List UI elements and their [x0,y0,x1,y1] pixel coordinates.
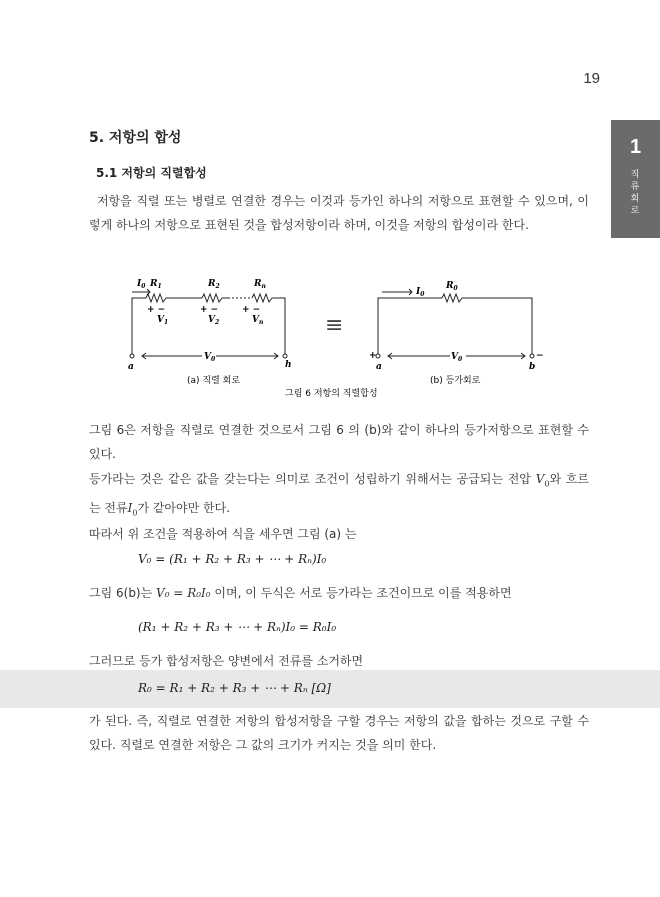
polarity-vn: + − [242,305,261,315]
resistor-r1 [146,294,166,302]
equation-total-resistance: R₀ = R₁ + R₂ + R₃ + ⋯ + Rₙ [Ω] [138,681,331,695]
chapter-number: 1 [629,136,642,158]
caption-right: (b) 등가회로 [430,376,481,386]
label-v0-right: $V_0$ [451,352,463,363]
node-b-right: b [529,362,536,372]
equivalence-symbol: ≡ [325,313,344,338]
p5-text-2: 이며, 이 두식은 서로 등가라는 조건이므로 이를 적용하면 [210,586,512,600]
polarity-v1: + − [147,305,166,315]
equation-equivalence: (R₁ + R₂ + R₃ + ⋯ + Rₙ)I₀ = R₀I₀ [138,620,337,634]
paragraph-cancel-current: 그러므로 등가 합성저항은 양변에서 전류를 소거하면 [89,654,364,668]
terminal-a-left [130,354,134,358]
page-number: 19 [583,70,600,87]
section-title: 5. 저항의 합성 [89,130,182,146]
paragraph-figure-description: 그림 6은 저항을 직렬로 연결한 것으로서 그림 6 의 (b)와 같이 하나의 등가저항으로 표현할 수 있다. [89,423,589,461]
p3-text-2: 와 흐르는 전류 [89,472,590,516]
caption-left: (a) 직렬 회로 [187,376,241,386]
label-v1: $V_1$ [157,315,169,326]
p3-voltage-symbol: $V_0$ [535,472,550,489]
resistor-r2 [202,294,222,302]
p3-current-symbol: $I_0$ [127,501,138,518]
paragraph-equivalent-figure [89,581,589,605]
label-i0-right: $I_0$ [416,287,425,298]
label-r0: $R_0$ [446,281,458,292]
p3-text-3: 가 같아야만 한다. [137,501,231,516]
p3-text-1: 등가라는 것은 같은 값을 갖는다는 의미로 조건이 성립하기 위해서는 공급되는 전압 [89,472,536,486]
node-h-left: h [285,360,292,370]
circuit-diagram [120,268,550,403]
p5-equation: V₀ = R₀I₀ [156,586,211,600]
terminal-a-right [376,354,380,358]
polarity-v2: + − [200,305,219,315]
label-v0-left: $V_0$ [204,352,216,363]
label-r1: $R_1$ [150,279,162,290]
equation-series-voltage: V₀ = (R₁ + R₂ + R₃ + ⋯ + Rₙ)I₀ [138,552,327,566]
label-vn: $V_n$ [252,315,264,326]
paragraph-condition: 따라서 위 조건을 적용하여 식을 세우면 그림 (a) 는 [89,527,357,541]
terminal-b-right [530,354,534,358]
figure-caption: 그림 6 저항의 직렬합성 [285,389,378,399]
label-r2: $R_2$ [208,279,220,290]
polarity-plus-right: + [369,351,377,361]
chapter-label: 직류회로 [630,170,641,216]
label-rn: $R_n$ [254,279,266,290]
terminal-b-left [283,354,287,358]
resistor-rn [252,294,272,302]
paragraph-conclusion: 가 된다. 즉, 직렬로 연결한 저항의 합성저항을 구할 경우는 저항의 값을 합하는 것으로 구할 수 있다. 직렬로 연결한 저항은 그 값의 크기가 커지는 것을 의미 한다. [89,714,589,752]
paragraph-intro: 저항을 직렬 또는 병렬로 연결한 경우는 이것과 등가인 하나의 저항으로 표현할 수 있으며, 이렇게 하나의 저항으로 표현된 것을 합성저항이라 하며, 이것을 저항의 합성이라 한다. [89,194,589,232]
label-v2: $V_2$ [208,315,220,326]
chapter-tab [611,120,660,238]
p5-text-1: 그림 6(b)는 [89,586,157,600]
resistor-r0 [442,294,462,302]
paragraph-equivalence [89,467,589,526]
polarity-minus-right: − [536,351,544,361]
figure-series-resistance [120,268,550,403]
node-a-left: a [128,362,134,372]
subsection-title: 5.1 저항의 직렬합성 [96,166,207,180]
equivalent-circuit [378,289,532,359]
label-i0-left: $I_0$ [137,279,146,290]
node-a-right: a [376,362,382,372]
